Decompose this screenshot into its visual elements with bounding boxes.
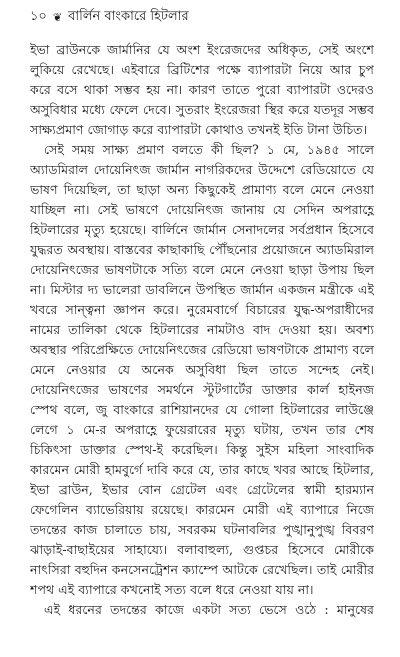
text-line: দোয়েনিৎজের ভাষণের সমর্থনে স্টুটগার্টের ডাক্তার কার্ল হাইনজ <box>30 382 374 397</box>
running-head <box>30 6 374 28</box>
text-line: অবস্থার পরিপ্রেক্ষিতে দোয়েনিৎজের রেডিয়ো ভাষণটাকে প্রামাণ্য বলে <box>30 342 374 357</box>
text-line: শপথ এই ব্যাপারে কখনোই সত্য বলে ধরে নেওয়া যায় না। <box>30 582 314 597</box>
text-line: ঝাড়াই-বাছাইয়ের সাহায্যে। বলাবাহুল্য, গুপ্তচর হিসেবে মোরীকে <box>30 542 374 557</box>
text-line: হিটলারের মৃত্যু হয়েছে। বার্লিনে জার্মান সেনাদলের সর্বপ্রধান হিসেবে <box>30 222 374 237</box>
text-line: অসুবিধার মধ্যে ফেলে দেবে। সুতরাং ইংরেজরা স্থির করে যতদূর সম্ভব <box>30 102 374 117</box>
text-line: চিকিৎসা ডাক্তার স্পেথ-ই করেছিল। কিন্তু সুইস মহিলা সাংবাদিক <box>30 442 374 457</box>
book-title: বার্লিন বাংকারে হিটলার <box>68 8 189 24</box>
text-line: অ্যাডমিরাল দোয়েনিৎজ জার্মান নাগরিকদের উদ্দেশে রেডিয়োতে যে <box>30 162 374 177</box>
page-number: ১০ <box>30 8 47 24</box>
text-line: নাৎসিরা বহুদিন কনসেনট্রেশন ক্যাম্পে আটকে রেখেছিল। তাই মোরীর <box>30 562 374 577</box>
text-line: যাচ্ছিল না। সেই ভাষণে দোয়েনিৎজ জানায় যে সেদিন অপরাহ্ণে <box>30 202 374 217</box>
body-text <box>30 40 374 620</box>
text-line: এই ধরনের তদন্তের কাজে একটা সত্য ভেসে ওঠে : মানুষের <box>44 602 374 617</box>
text-line: ফেগেলিন ব্যাভেরিয়ায় রয়েছে। কারমেন মোরী এই ব্যাপারে নিজে <box>30 502 374 517</box>
text-line: যুদ্ধরত অবস্থায়। বাস্তবের কাছাকাছি পৌঁছনোর প্রয়োজনে অ্যাডমিরাল <box>30 242 374 257</box>
text-line: ভাষণ দিয়েছিল, তা ছাড়া অন্য কিছুকেই প্রামাণ্য বলে মেনে নেওয়া <box>30 182 374 197</box>
text-line: নামের তালিকা থেকে হিটলারের নামটাও বাদ দেওয়া হয়। অবশ্য <box>30 322 374 337</box>
text-line: দোয়েনিৎজের ভাষণটাকে সত্যি বলে মেনে নেওয়া ছাড়া উপায় ছিল <box>30 262 374 277</box>
text-line: কারমেন মোরী হামবুর্গে দাবি করে যে, তার কাছে খবর আছে হিটলার, <box>30 462 374 477</box>
text-line: ইভা ব্রাউনকে জার্মানির যে অংশ ইংরেজদের অধিকৃত, সেই অংশে <box>30 42 374 57</box>
text-line: মেনে নেওয়ার যে অনেক অসুবিধা ছিল তাতে সন্দেহ নেই। <box>30 362 374 377</box>
text-line: তদন্তের কাজ চালাতে চায়, সবরকম ঘটনাবলির পুঙ্খানুপুঙ্খ বিবরণ <box>30 522 374 537</box>
text-line: করে বসে থাকা সম্ভব হয় না। কারণ তাতে পুরো ব্যাপারটা ওদেরও <box>30 82 374 97</box>
text-line: লেগে ১ মে-র অপরাহ্ণে ফুয়েরারের মৃত্যু ঘটায়, তখন তার শেষ <box>30 422 374 437</box>
text-line: লুকিয়ে রেখেছে। এইবারে ব্রিটিশের পক্ষে ব্যাপারটা নিয়ে আর চুপ <box>30 62 374 77</box>
text-line: না। মিস্টার দ্য ভালেরা ডাবলিনে উপস্থিত জার্মান একজন মন্ত্রীকে এই <box>30 282 374 297</box>
ornament-icon: ❦ <box>52 10 63 24</box>
text-line: ইভা ব্রাউন, ইভার বোন গ্রেটেল এবং গ্রেটেলের স্বামী হারম্যান <box>30 482 374 497</box>
text-line: সাক্ষ্যপ্রমাণ জোগাড় করে ব্যাপারটা কোথাও তখনই ইতি টানা উচিত। <box>30 122 368 137</box>
text-line: সেই সময় সাক্ষ্য প্রমাণ বলতে কী ছিল? ১ মে, ১৯৪৫ সালে <box>44 142 374 157</box>
text-line: খবরে সান্ত্বনা জ্ঞাপন করে। নুরেমবার্গে বিচারের যুদ্ধ-অপরাধীদের <box>30 302 374 317</box>
text-line: স্পেথ বলে, জু বাংকারে রাশিয়ানদের যে গোলা হিটলারের লাউঞ্জে <box>30 402 374 417</box>
